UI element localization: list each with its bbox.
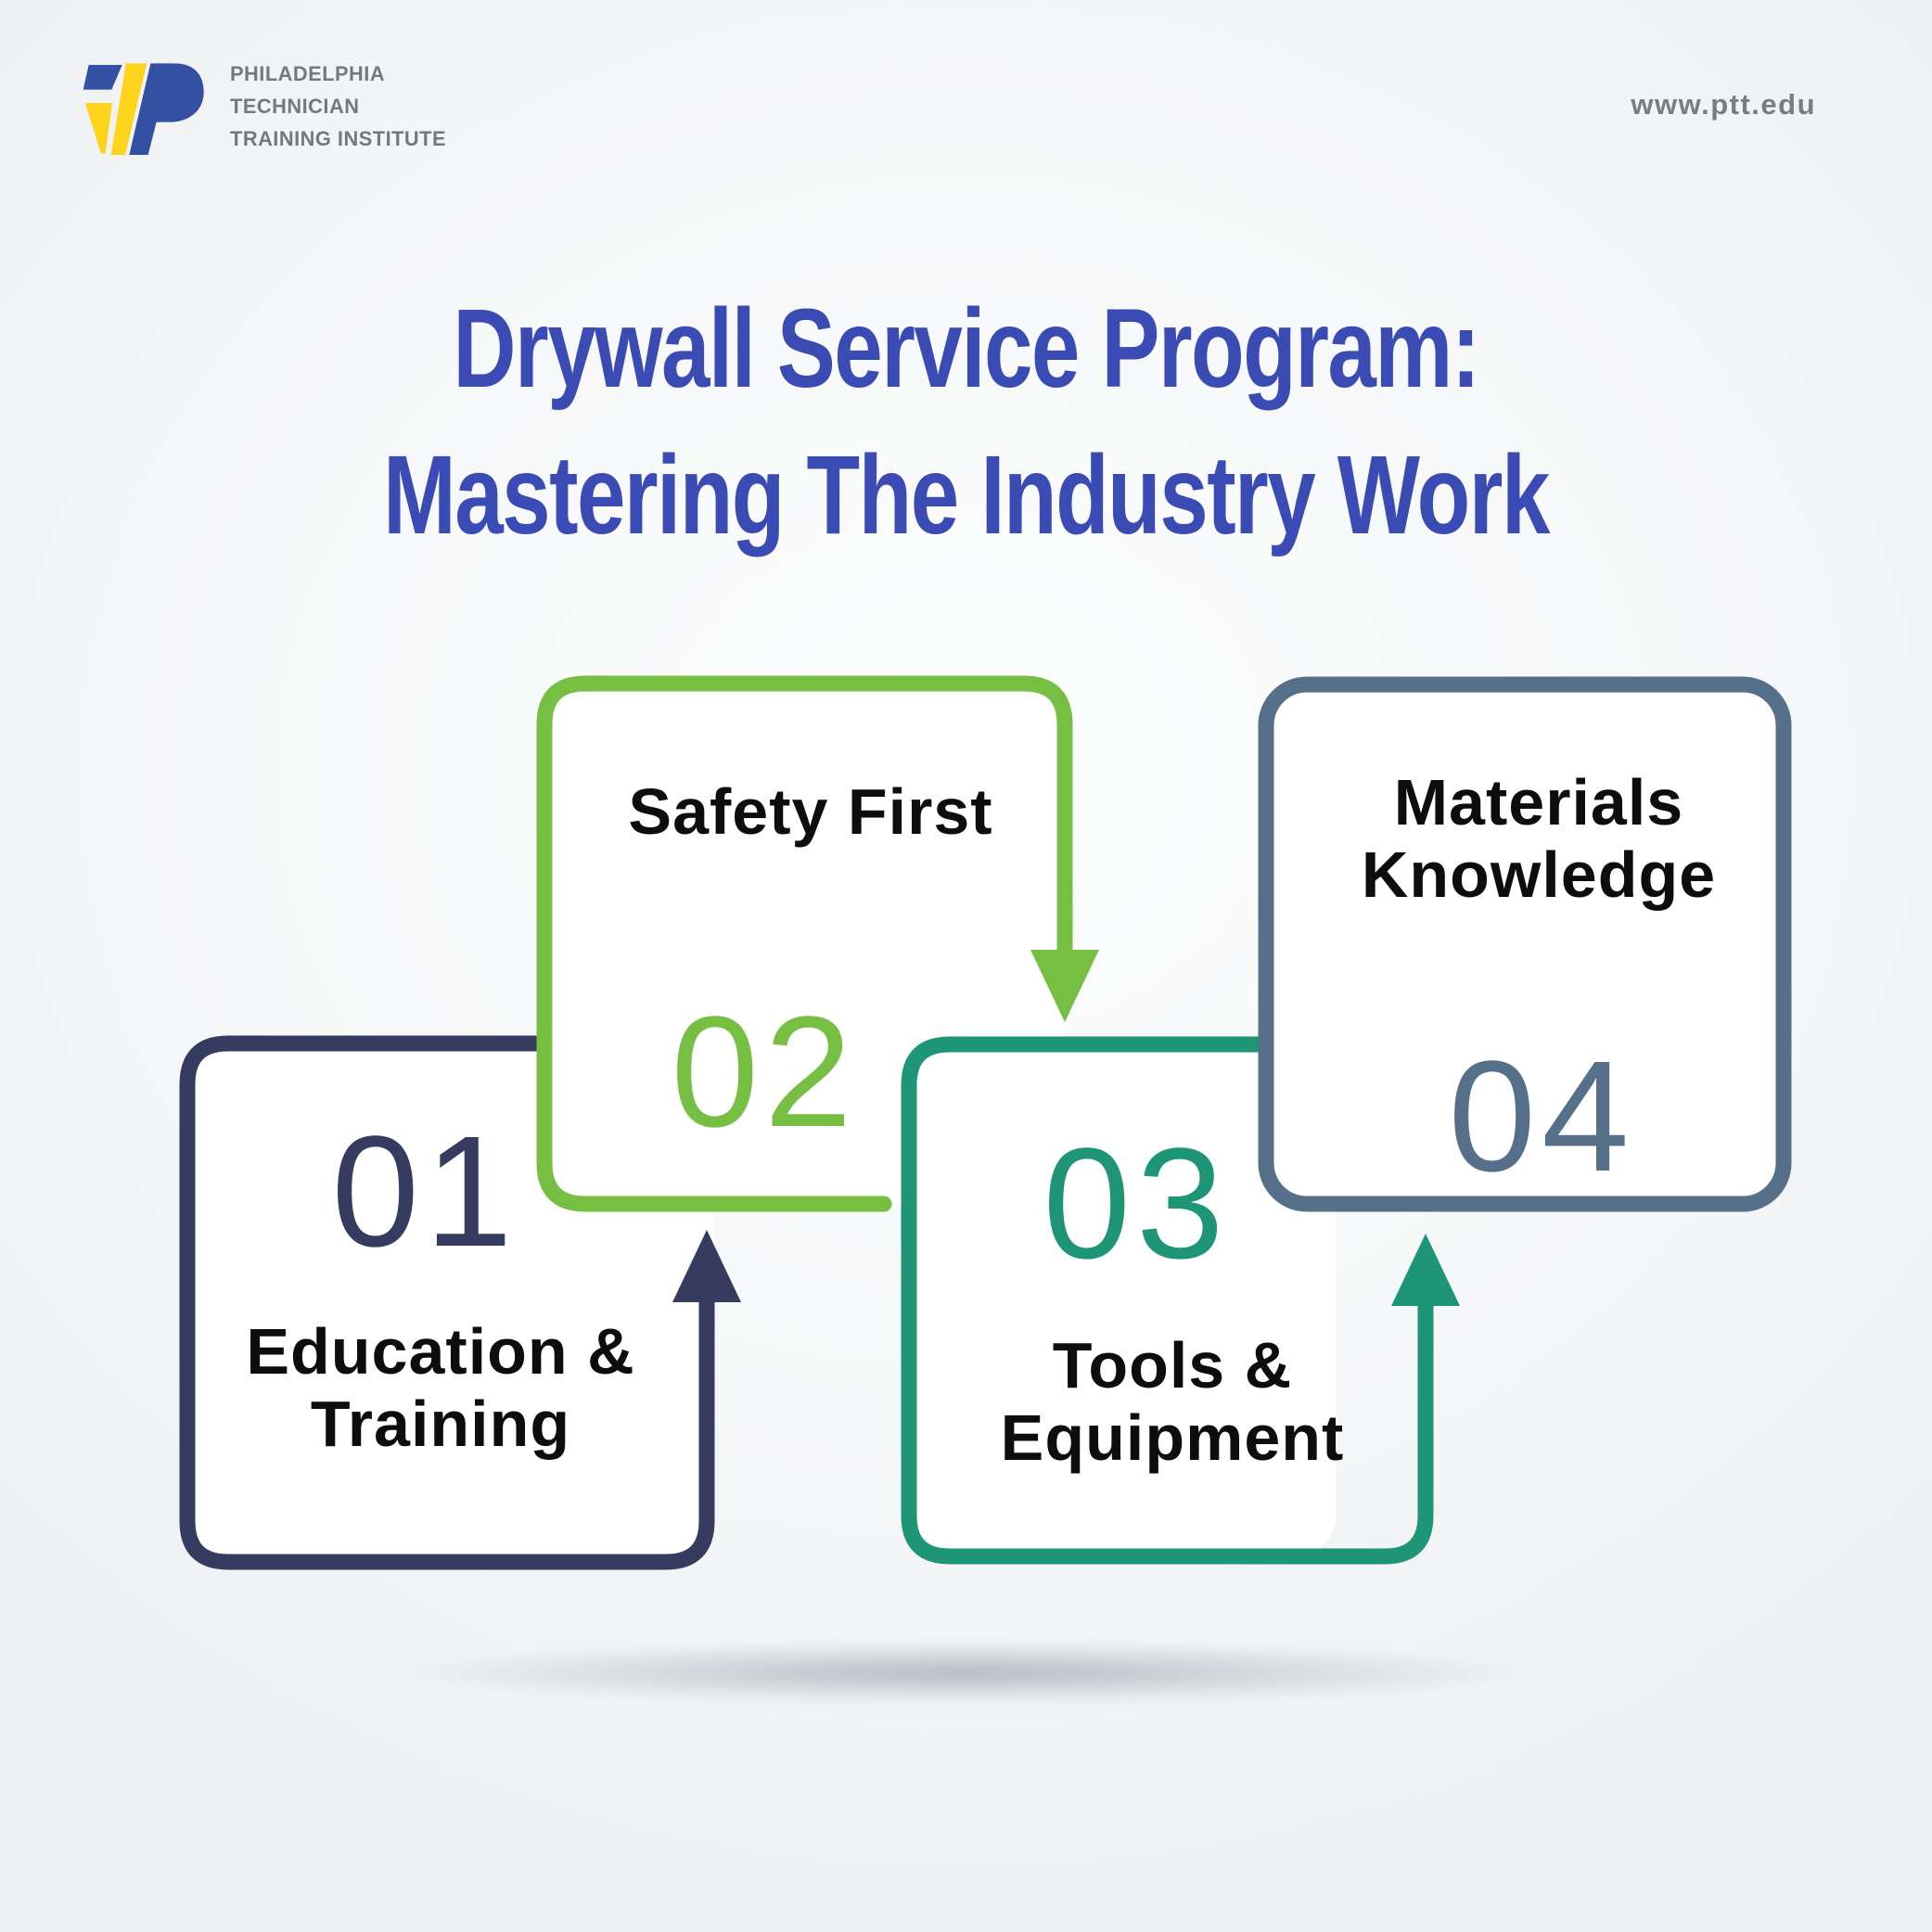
- step-04-number: 04: [1448, 1029, 1635, 1205]
- step-03-label-line1: Tools &: [1052, 1329, 1293, 1401]
- step-04-label-line1: Materials: [1393, 766, 1684, 838]
- step-01-number: 01: [331, 1104, 518, 1280]
- step-02-number: 02: [671, 984, 858, 1160]
- step-03-number: 03: [1043, 1116, 1230, 1292]
- step-04-box: [1266, 685, 1784, 1205]
- logo-text-line3: TRAINING INSTITUTE: [230, 127, 447, 150]
- website-url: www.ptt.edu: [1631, 88, 1816, 121]
- title-line2: Mastering The Industry Work: [383, 431, 1549, 557]
- step-01-label-line1: Education &: [246, 1315, 635, 1388]
- step-01-label-line2: Training: [310, 1388, 571, 1460]
- step-03-arrow-head-icon: [1391, 1234, 1460, 1306]
- title-line1: Drywall Service Program:: [453, 285, 1479, 411]
- logo-text-line2: TECHNICIAN: [230, 95, 360, 118]
- step-03-label-line2: Equipment: [1000, 1401, 1345, 1474]
- logo-text-line1: PHILADELPHIA: [230, 62, 386, 85]
- step-02-label-line1: Safety First: [628, 775, 993, 848]
- step-04-label-line2: Knowledge: [1361, 838, 1717, 911]
